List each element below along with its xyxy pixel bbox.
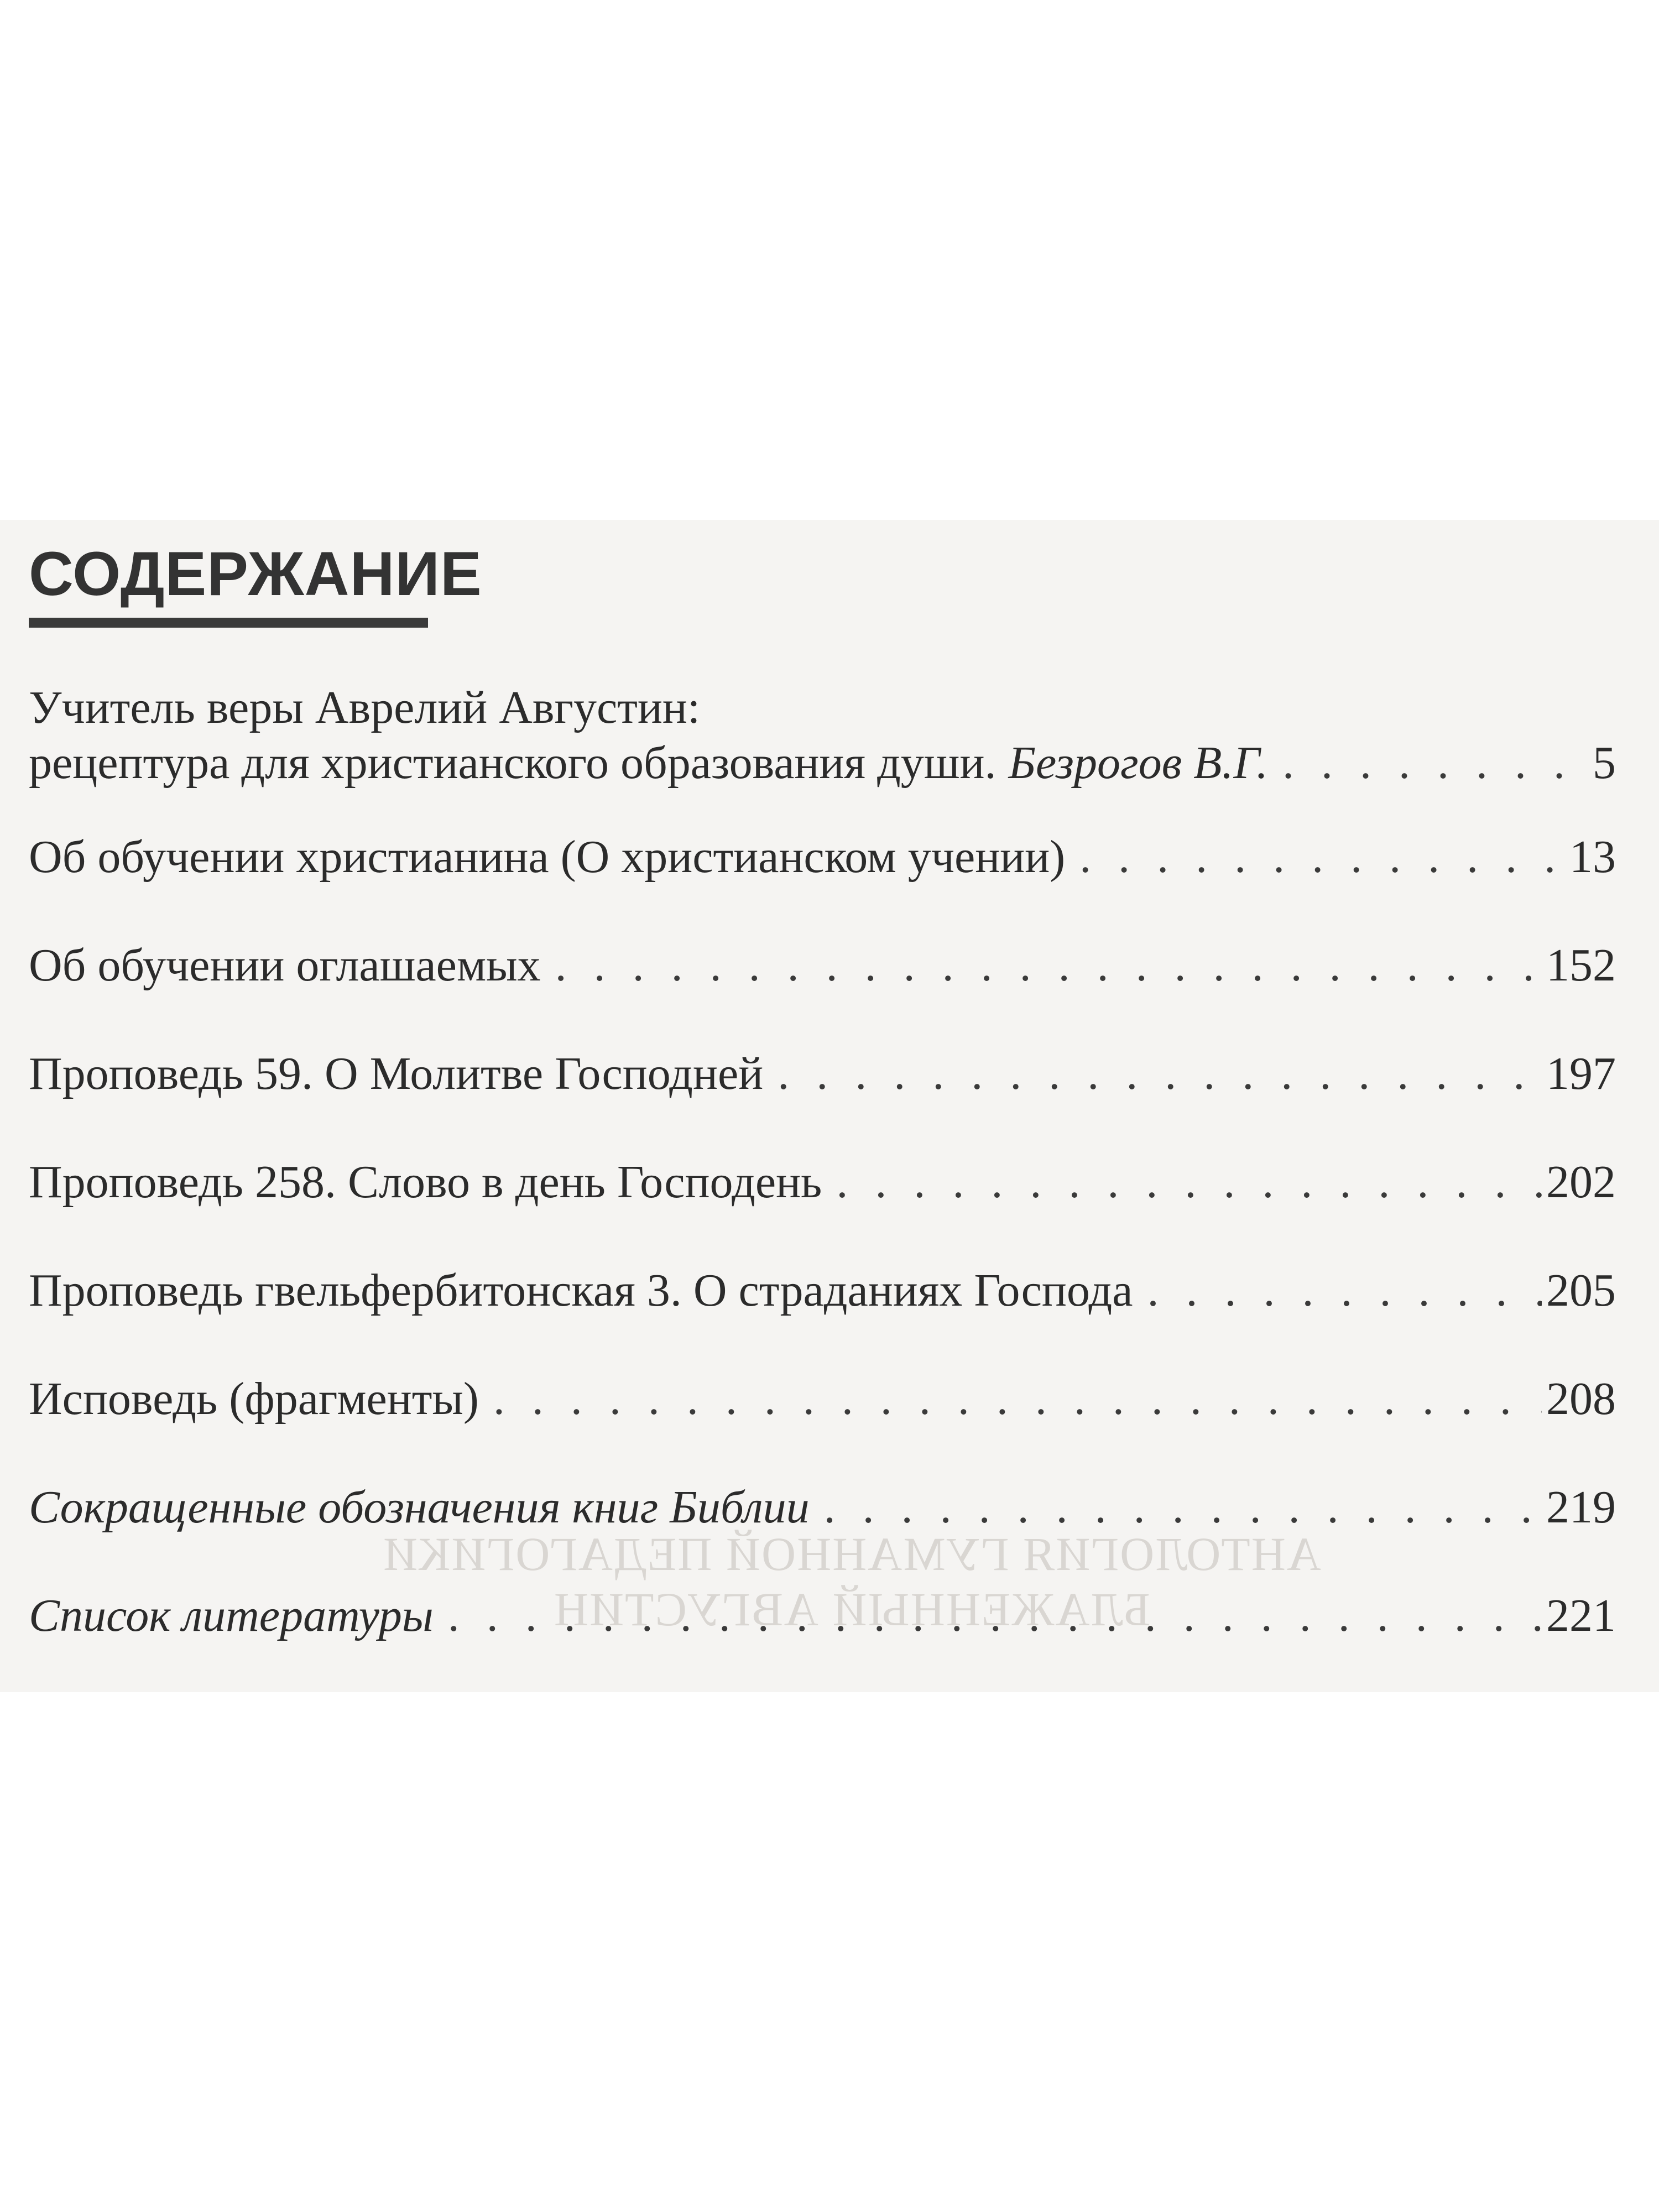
toc-entry-title: Проповедь 258. Слово в день Господень (29, 1156, 822, 1208)
bleed-through-line: АНТОЛОГИЯ ГУМАННОЙ ПЕДАГОГИКИ (382, 1527, 1322, 1580)
toc-entry (29, 830, 1616, 885)
toc-page-number: 219 (1546, 1481, 1616, 1533)
toc-entry-author: Безрогов В.Г. (1008, 737, 1268, 789)
toc-entry-title: Проповедь 59. О Молитве Господней (29, 1048, 764, 1099)
dot-leader (555, 938, 1542, 993)
toc-entry-title: рецептура для христианского образования души. (29, 737, 997, 789)
dot-leader (1079, 830, 1565, 885)
contents-heading: СОДЕРЖАНИЕ (29, 539, 482, 608)
toc-page-number: 5 (1593, 737, 1616, 789)
dot-leader (493, 1371, 1542, 1427)
toc-page-number: 221 (1546, 1590, 1616, 1641)
toc-entry-title: Список литературы (29, 1590, 434, 1641)
toc-entry (29, 1046, 1616, 1102)
toc-entry-title: Исповедь (фрагменты) (29, 1373, 479, 1425)
toc-entry-title: Сокращенные обозначения книг Библии (29, 1481, 810, 1533)
toc-page-number: 13 (1569, 831, 1616, 883)
toc-entry (29, 1155, 1616, 1210)
dot-leader (836, 1155, 1542, 1210)
toc-entry (29, 1263, 1616, 1318)
toc-entry-title: Проповедь гвельфербитонская 3. О страданиях Господа (29, 1265, 1133, 1316)
bleed-through-line: БЛАЖЕННЫЙ АВГУСТИН (552, 1583, 1151, 1636)
toc-entry-title: Об обучении христианина (О христианском учении) (29, 831, 1066, 883)
dot-leader (824, 1480, 1542, 1535)
toc-page-number: 205 (1546, 1265, 1616, 1316)
toc-page-number: 202 (1546, 1156, 1616, 1208)
toc-page-number: 152 (1546, 940, 1616, 991)
heading-underline (29, 618, 428, 628)
dot-leader (1282, 735, 1588, 791)
dot-leader (448, 1588, 1542, 1644)
toc-entry-title: Об обучении оглашаемых (29, 940, 541, 991)
toc-page-number: 197 (1546, 1048, 1616, 1099)
toc-entry (29, 1480, 1616, 1535)
toc-page-number: 208 (1546, 1373, 1616, 1425)
toc-entry-title-line: Учитель веры Аврелий Августин: (29, 682, 701, 733)
toc-entry (29, 1588, 1616, 1644)
toc-entry (29, 1371, 1616, 1427)
toc-entry (29, 680, 1616, 791)
dot-leader (1147, 1263, 1542, 1318)
toc-entry (29, 938, 1616, 993)
dot-leader (778, 1046, 1542, 1102)
